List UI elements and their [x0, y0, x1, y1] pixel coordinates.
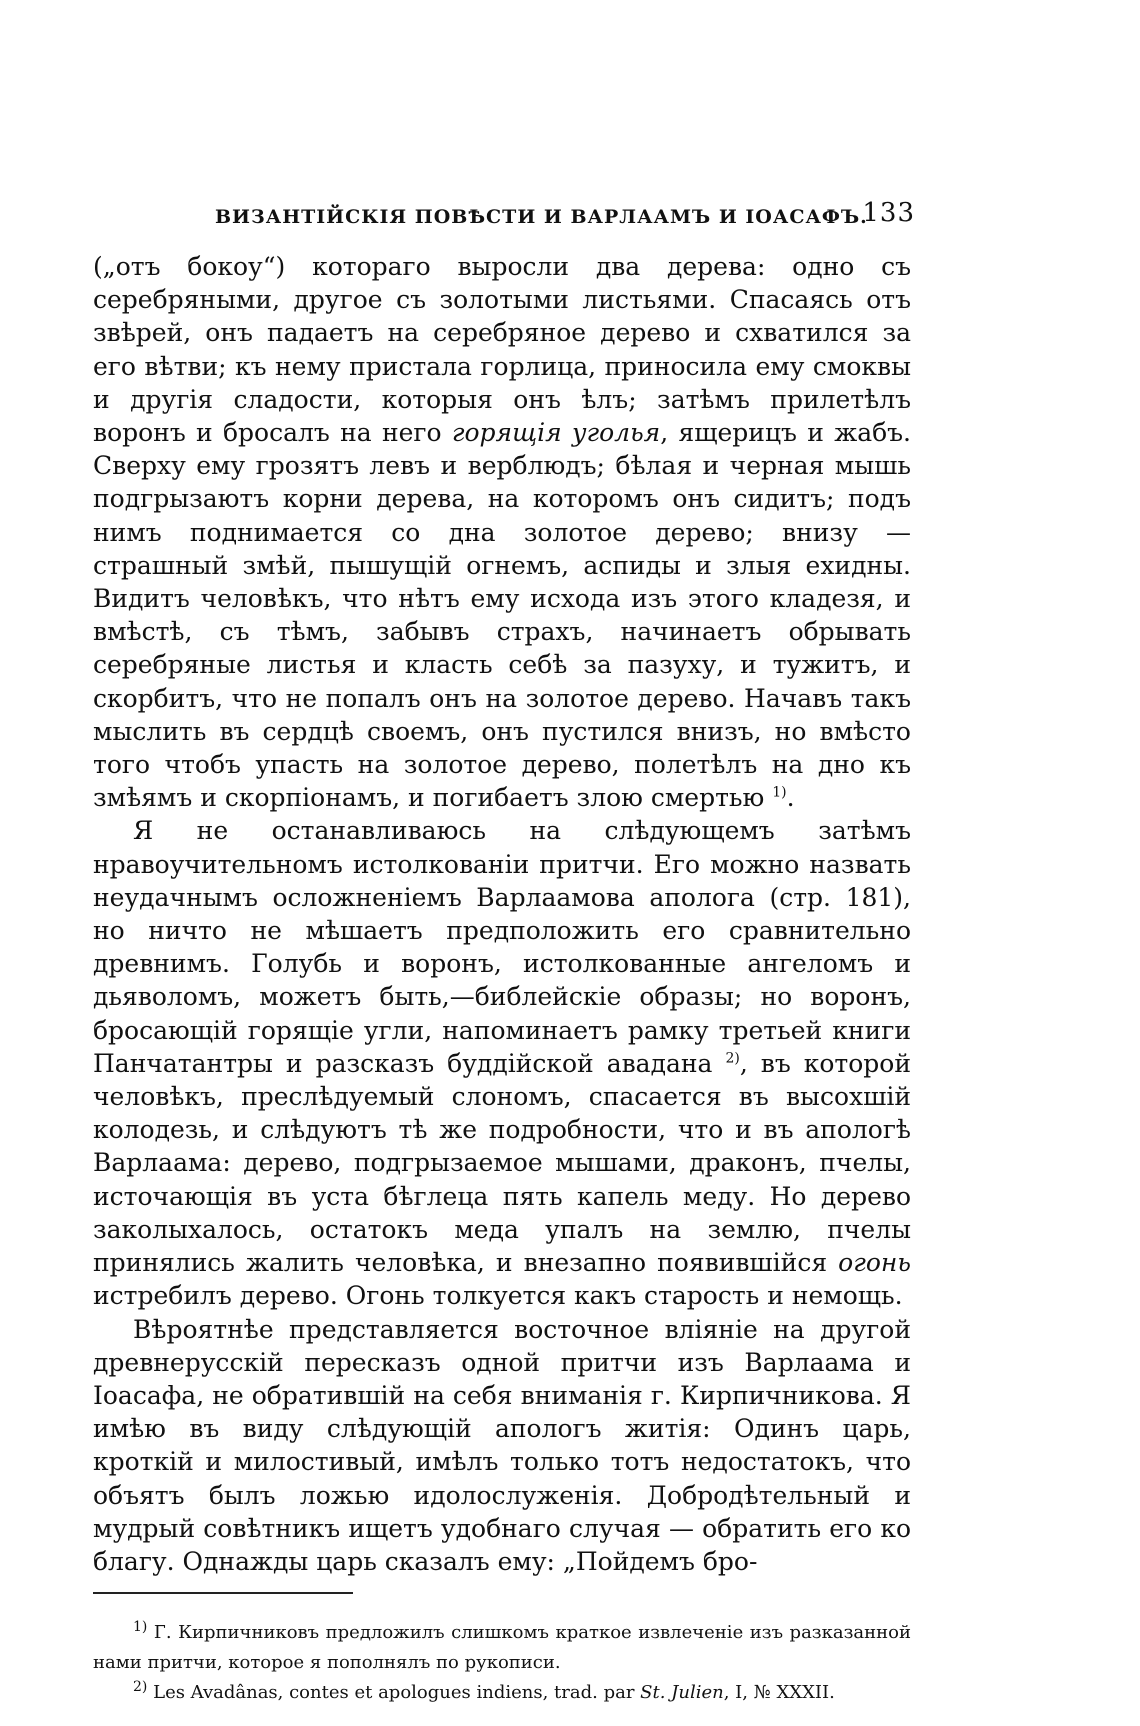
footnote-rule: [93, 1592, 353, 1594]
paragraph-1-emphasis: горящія уголья: [451, 418, 661, 448]
paragraph-1-text-middle: , ящерицъ и жабъ. Сверху ему грозятъ левъ и верблюдъ; бѣлая и черная мышь подгрызаютъ корни дерева, на которомъ онъ сидитъ; подъ нимъ поднимается со дна золотое дерево; внизу — страшный змѣй, пышущій огнемъ, аспиды и злыя ехидны. Видитъ человѣкъ, что нѣтъ ему исхода изъ этого кладезя, и вмѣстѣ, съ тѣмъ, забывъ страхъ, начинаетъ обрывать серебряные листья и класть себѣ за пазуху, и тужитъ, и скорбитъ, что не попалъ онъ на золотое дерево. Начавъ такъ мыслить въ сердцѣ своемъ, онъ пустился внизъ, но вмѣсто того чтобъ упасть на золотое дерево, полетѣлъ на дно къ змѣямъ и скорпіонамъ, и погибаетъ злою смертью: [93, 418, 912, 813]
paragraph-2-text-start: Я не останавливаюсь на слѣдующемъ затѣмъ нравоучительномъ истолкованіи притчи. Его можно назвать неудачнымъ осложненіемъ Варлаамова аполога (стр. 181), но ничто не мѣшаетъ предположить его сравнительно древнимъ. Голубь и воронъ, истолкованные ангеломъ и дьяволомъ, можетъ быть,—библейскіе образы; но воронъ, бросающій горящіе угли, напоминаетъ рамку третьей книги Панчатантры и разсказъ буддійской авадана: [93, 816, 911, 1078]
running-header: [215, 198, 915, 238]
paragraph-1-text-end: .: [786, 783, 795, 813]
footnote-1-mark: 1): [133, 1619, 148, 1635]
paragraph-2-emphasis: огонь: [838, 1248, 911, 1278]
paragraph-2: [93, 814, 911, 1312]
body-text: [93, 250, 911, 1578]
footnote-ref-2: 2): [725, 1050, 740, 1067]
footnote-2-mark: 2): [133, 1679, 148, 1695]
page-number: 133: [862, 198, 915, 228]
running-title: ВИЗАНТІЙСКІЯ ПОВѢСТИ И ВАРЛААМЪ И ІОАСАФЪ.: [215, 206, 868, 228]
footnote-2-text-start: Les Avadânas, contes et apologues indiens, trad. par: [153, 1682, 641, 1703]
paragraph-1: [93, 250, 911, 814]
footnote-2: [93, 1678, 911, 1708]
paragraph-2-text-middle: , въ которой человѣкъ, преслѣдуемый слономъ, спасается въ высохшій колодезь, и слѣдуютъ тѣ же подробности, что и въ апологѣ Варлаама: дерево, подгрызаемое мышами, драконъ, пчелы, источающія въ уста бѣглеца пять капель меду. Но дерево заколыхалось, остатокъ меда упалъ на землю, пчелы принялись жалить человѣка, и внезапно появившійся: [93, 1048, 911, 1278]
footnote-2-text-end: , I, № XXXII.: [723, 1682, 835, 1703]
footnote-1-text: Г. Кирпичниковъ предложилъ слишкомъ краткое извлеченіе изъ разказанной нами притчи, которое я пополнялъ по рукописи.: [93, 1622, 911, 1673]
paragraph-2-text-end: истребилъ дерево. Огонь толкуется какъ старость и немощь.: [93, 1281, 903, 1311]
footnote-ref-1: 1): [772, 784, 787, 801]
footnote-2-emphasis: St. Julien: [640, 1682, 724, 1703]
paragraph-1-text-start: („отъ бокоу“) котораго выросли два дерева: одно съ серебряными, другое съ золотыми листьями. Спасаясь отъ звѣрей, онъ падаетъ на серебряное дерево и схватился за его вѣтви; къ нему пристала горлица, приносила ему смоквы и другія сладости, которыя онъ ѣлъ; затѣмъ прилетѣлъ воронъ и бросалъ на него: [93, 252, 911, 448]
footnote-1: [93, 1618, 911, 1678]
footnotes: [93, 1618, 911, 1708]
paragraph-3: Вѣроятнѣе представляется восточное вліяніе на другой древнерусскій пересказъ одной притчи изъ Варлаама и Іоасафа, не обратившій на себя вниманія г. Кирпичникова. Я имѣю въ виду слѣдующій апологъ житія: Одинъ царь, кроткій и милостивый, имѣлъ только тотъ недостатокъ, что объятъ былъ ложью идолослуженія. Добродѣтельный и мудрый совѣтникъ ищетъ удобнаго случая — обратить его ко благу. Однажды царь сказалъ ему: „Пойдемъ бро-: [93, 1314, 911, 1576]
